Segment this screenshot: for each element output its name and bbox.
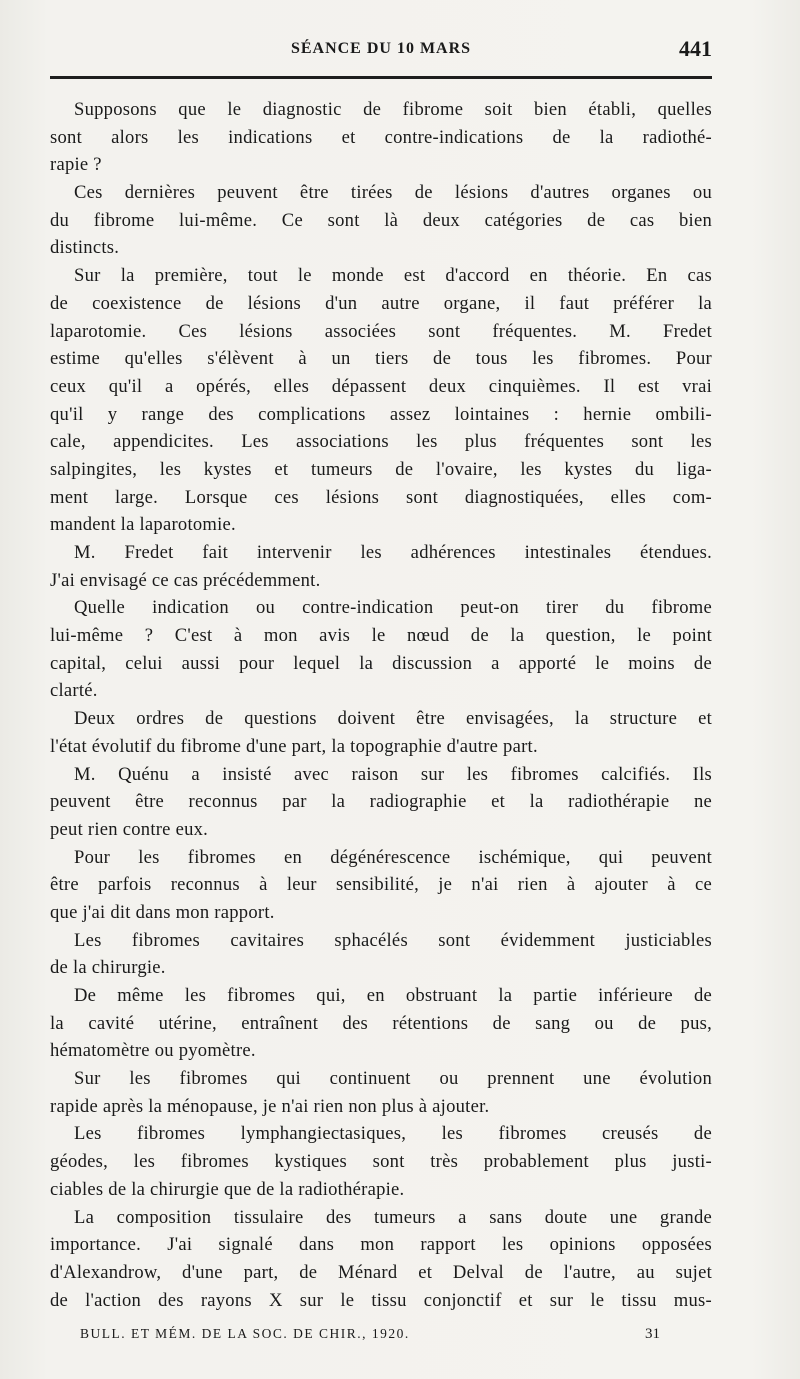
text-line: M. Quénu a insisté avec raison sur les fibromes calcifiés. Ils — [74, 763, 712, 785]
text-line: sont alors les indications et contre-indications de la radiothé- — [50, 126, 712, 148]
text-line: l'état évolutif du fibrome d'une part, la topographie d'autre part. — [50, 735, 538, 757]
text-line: importance. J'ai signalé dans mon rapport les opinions opposées — [50, 1234, 712, 1256]
paragraph — [50, 982, 712, 1065]
paragraph — [50, 844, 712, 927]
text-line: Sur les fibromes qui continuent ou prennent une évolution — [74, 1068, 712, 1090]
text-line: être parfois reconnus à leur sensibilité, je n'ai rien à ajouter à ce — [50, 874, 712, 896]
paragraph — [50, 96, 712, 179]
text-line: M. Fredet fait intervenir les adhérences intestinales étendues. — [74, 542, 712, 563]
text-line: Les fibromes cavitaires sphacélés sont évidemment justiciables — [74, 929, 712, 951]
text-line: ceux qu'il a opérés, elles dépassent deux cinquièmes. Il est vrai — [50, 375, 712, 397]
text-line: Quelle indication ou contre-indication peut-on tirer du fibrome — [74, 597, 712, 619]
paragraph — [50, 594, 712, 705]
text-line: qu'il y range des complications assez lointaines : hernie ombili- — [50, 403, 712, 425]
text-line: Les fibromes lymphangiectasiques, les fibromes creusés de — [74, 1123, 712, 1145]
paragraph — [50, 761, 712, 844]
text-line: J'ai envisagé ce cas précédemment. — [50, 569, 321, 591]
text-line: lui-même ? C'est à mon avis le nœud de la question, le point — [50, 625, 712, 647]
text-line: Pour les fibromes en dégénérescence ischémique, qui peuvent — [74, 846, 712, 868]
text-line: hématomètre ou pyomètre. — [50, 1040, 256, 1062]
text-line: peuvent être reconnus par la radiographie et la radiothérapie ne — [50, 791, 712, 813]
body-text — [50, 96, 712, 1314]
text-line: Ces dernières peuvent être tirées de lésions d'autres organes ou — [74, 182, 712, 204]
text-line: rapide après la ménopause, je n'ai rien non plus à ajouter. — [50, 1095, 490, 1117]
paragraph — [50, 705, 712, 760]
text-line: de la chirurgie. — [50, 957, 166, 979]
paragraph — [50, 1120, 712, 1203]
text-line: ment large. Lorsque ces lésions sont diagnostiquées, elles com- — [50, 486, 712, 508]
text-line: La composition tissulaire des tumeurs a sans doute une grande — [74, 1206, 712, 1228]
text-line: salpingites, les kystes et tumeurs de l'ovaire, les kystes du liga- — [50, 458, 712, 480]
paragraph — [50, 539, 712, 594]
text-line: Sur la première, tout le monde est d'accord en théorie. En cas — [74, 265, 712, 287]
text-line: Supposons que le diagnostic de fibrome soit bien établi, quelles — [74, 99, 712, 120]
text-line: la cavité utérine, entraînent des rétentions de sang ou de pus, — [50, 1012, 712, 1034]
text-line: géodes, les fibromes kystiques sont très probablement plus justi- — [50, 1151, 712, 1173]
text-line: que j'ai dit dans mon rapport. — [50, 901, 275, 923]
page-footer — [80, 1326, 660, 1348]
signature-note: BULL. ET MÉM. DE LA SOC. DE CHIR., 1920. — [80, 1326, 410, 1341]
text-line: clarté. — [50, 680, 98, 702]
text-line: de coexistence de lésions d'un autre organe, il faut préférer la — [50, 292, 712, 314]
running-title: SÉANCE DU 10 MARS — [290, 40, 472, 57]
header-rule — [50, 76, 712, 79]
paragraph — [50, 1204, 712, 1315]
text-line: distincts. — [50, 237, 120, 259]
text-line: laparotomie. Ces lésions associées sont fréquentes. M. Fredet — [50, 320, 712, 342]
text-line: De même les fibromes qui, en obstruant la partie inférieure de — [74, 985, 712, 1006]
page-header — [50, 36, 712, 64]
sheet-number: 31 — [645, 1326, 660, 1342]
text-line: du fibrome lui-même. Ce sont là deux catégories de cas bien — [50, 209, 712, 231]
text-line: capital, celui aussi pour lequel la discussion a apporté le moins de — [50, 652, 712, 674]
paragraph — [50, 927, 712, 982]
text-line: Deux ordres de questions doivent être envisagées, la structure et — [74, 708, 712, 730]
text-line: peut rien contre eux. — [50, 818, 209, 840]
text-line: mandent la laparotomie. — [50, 514, 236, 536]
text-line: de l'action des rayons X sur le tissu conjonctif et sur le tissu mus- — [50, 1289, 712, 1311]
page-number: 441 — [679, 36, 712, 61]
text-line: ciables de la chirurgie que de la radiothérapie. — [50, 1178, 405, 1200]
paragraph — [50, 1065, 712, 1120]
paragraph — [50, 179, 712, 262]
text-line: rapie ? — [50, 154, 102, 176]
text-line: cale, appendicites. Les associations les plus fréquentes sont les — [50, 431, 712, 453]
text-line: estime qu'elles s'élèvent à un tiers de tous les fibromes. Pour — [50, 348, 712, 370]
text-line: d'Alexandrow, d'une part, de Ménard et Delval de l'autre, au sujet — [50, 1261, 712, 1283]
paragraph — [50, 262, 712, 539]
